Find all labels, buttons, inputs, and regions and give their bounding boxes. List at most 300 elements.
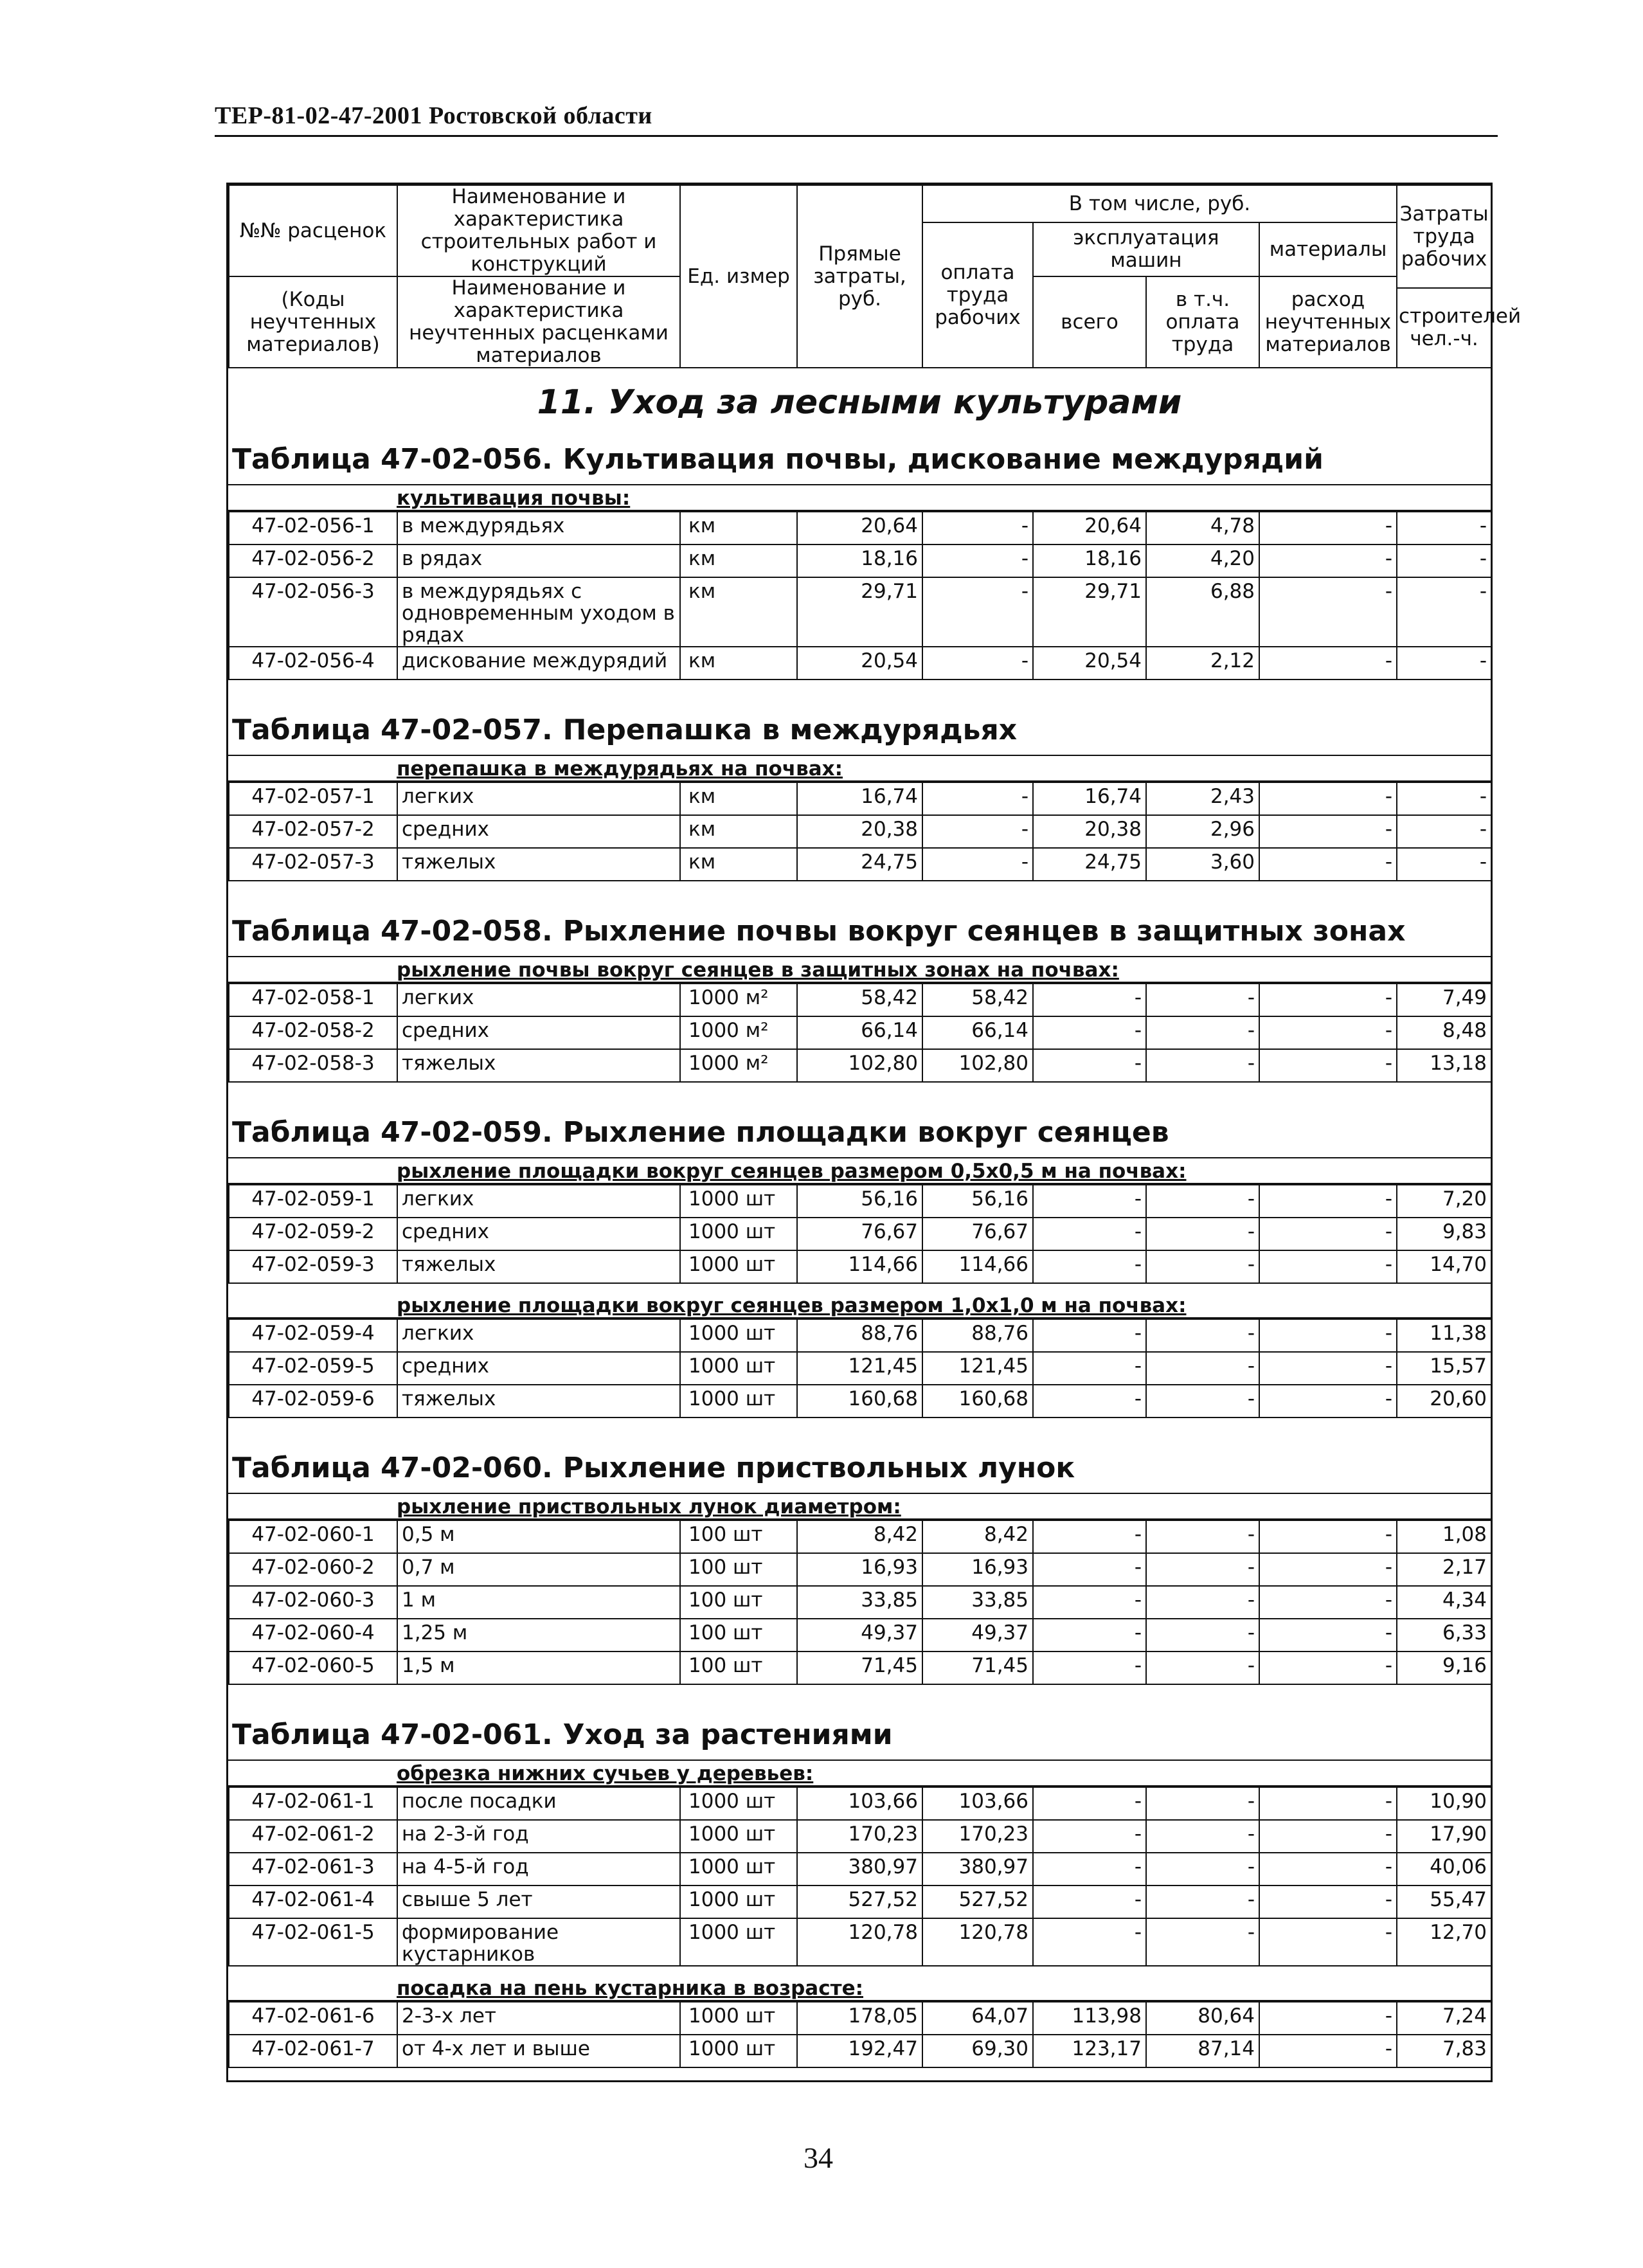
cell-code: 47-02-060-1 — [229, 1520, 397, 1553]
cell-code: 47-02-056-2 — [229, 544, 397, 577]
table-title — [228, 1108, 1491, 1158]
cell-mach: - — [1033, 1319, 1146, 1352]
cell-mach-wages: - — [1146, 1886, 1259, 1918]
cell-wages: 120,78 — [922, 1918, 1033, 1966]
cell-materials: - — [1259, 544, 1397, 577]
cell-mach-wages: 2,43 — [1146, 782, 1259, 815]
col-code-bottom: (Коды неучтенных материалов) — [229, 276, 397, 368]
cell-labor: 12,70 — [1397, 1918, 1491, 1966]
cell-materials: - — [1259, 1586, 1397, 1619]
cell-materials: - — [1259, 2035, 1397, 2067]
cell-materials: - — [1259, 1918, 1397, 1966]
cell-name: легких — [397, 1185, 680, 1218]
cell-direct: 20,64 — [797, 512, 922, 544]
cell-unit: 1000 шт — [680, 2002, 797, 2035]
cell-direct: 16,93 — [797, 1553, 922, 1586]
cell-wages: 56,16 — [922, 1185, 1033, 1218]
running-title: ТЕР-81-02-47-2001 Ростовской области — [215, 102, 652, 129]
cell-mach: - — [1033, 1918, 1146, 1966]
cell-materials: - — [1259, 1619, 1397, 1652]
col-name-top: Наименование и характеристика строительных работ и конструкций — [397, 185, 680, 276]
cell-unit: км — [680, 512, 797, 544]
cell-direct: 29,71 — [797, 577, 922, 647]
cell-wages: - — [922, 782, 1033, 815]
table-row — [229, 647, 1491, 680]
cell-name: 0,5 м — [397, 1520, 680, 1553]
cell-direct: 103,66 — [797, 1787, 922, 1820]
cell-wages: 49,37 — [922, 1619, 1033, 1652]
table-row — [229, 1218, 1491, 1250]
table-row — [229, 1918, 1491, 1966]
cell-mach: - — [1033, 1586, 1146, 1619]
cell-name: в рядах — [397, 544, 680, 577]
col-machines-wages: в т.ч. оплата труда — [1146, 276, 1259, 368]
cell-wages: 33,85 — [922, 1586, 1033, 1619]
table-row — [229, 1553, 1491, 1586]
cell-name: 1 м — [397, 1586, 680, 1619]
cell-wages: - — [922, 848, 1033, 881]
table-number: 47-02-060. — [381, 1452, 553, 1484]
rates-table — [228, 1184, 1492, 1284]
cell-unit: 1000 м² — [680, 1016, 797, 1049]
cell-materials: - — [1259, 1385, 1397, 1418]
cell-labor: 2,17 — [1397, 1553, 1491, 1586]
table-row — [229, 2035, 1491, 2067]
cell-direct: 527,52 — [797, 1886, 922, 1918]
table-row — [229, 512, 1491, 544]
cell-unit: 1000 шт — [680, 1820, 797, 1853]
cell-name: легких — [397, 782, 680, 815]
cell-materials: - — [1259, 984, 1397, 1016]
cell-mach: - — [1033, 1553, 1146, 1586]
column-header — [228, 184, 1522, 368]
cell-direct: 24,75 — [797, 848, 922, 881]
cell-materials: - — [1259, 2002, 1397, 2035]
cell-direct: 120,78 — [797, 1918, 922, 1966]
cell-direct: 58,42 — [797, 984, 922, 1016]
cell-name: средних — [397, 815, 680, 848]
table-row — [229, 544, 1491, 577]
cell-mach: - — [1033, 1185, 1146, 1218]
col-wages: оплата труда рабочих — [922, 222, 1033, 368]
cell-name: 1,25 м — [397, 1619, 680, 1652]
cell-labor: - — [1397, 647, 1491, 680]
cell-materials: - — [1259, 1886, 1397, 1918]
table-spacer — [228, 1418, 1491, 1444]
cell-mach-wages: - — [1146, 1250, 1259, 1283]
cell-mach: 20,38 — [1033, 815, 1146, 848]
page-number: 34 — [804, 2141, 833, 2174]
cell-mach: 123,17 — [1033, 2035, 1146, 2067]
table-block — [228, 907, 1491, 1083]
cell-mach: 24,75 — [1033, 848, 1146, 881]
cell-code: 47-02-059-1 — [229, 1185, 397, 1218]
cell-name: 1,5 м — [397, 1652, 680, 1684]
cell-mach: 113,98 — [1033, 2002, 1146, 2035]
cell-mach: - — [1033, 1886, 1146, 1918]
cell-mach-wages: 3,60 — [1146, 848, 1259, 881]
cell-materials: - — [1259, 647, 1397, 680]
table-label: Таблица — [232, 1116, 371, 1149]
cell-wages: - — [922, 647, 1033, 680]
cell-unit: 100 шт — [680, 1586, 797, 1619]
table-number: 47-02-059. — [381, 1116, 553, 1149]
table-row — [229, 848, 1491, 881]
cell-labor: 40,06 — [1397, 1853, 1491, 1886]
cell-unit: 100 шт — [680, 1553, 797, 1586]
cell-direct: 170,23 — [797, 1820, 922, 1853]
table-caption: Уход за растениями — [562, 1718, 893, 1751]
cell-unit: 100 шт — [680, 1619, 797, 1652]
cell-direct: 114,66 — [797, 1250, 922, 1283]
table-number: 47-02-056. — [381, 443, 553, 476]
cell-code: 47-02-058-2 — [229, 1016, 397, 1049]
cell-labor: 1,08 — [1397, 1520, 1491, 1553]
cell-direct: 160,68 — [797, 1385, 922, 1418]
cell-direct: 20,38 — [797, 815, 922, 848]
cell-mach-wages: 6,88 — [1146, 577, 1259, 647]
cell-labor: 17,90 — [1397, 1820, 1491, 1853]
cell-wages: 58,42 — [922, 984, 1033, 1016]
cell-materials: - — [1259, 1049, 1397, 1082]
cell-materials: - — [1259, 1319, 1397, 1352]
cell-wages: 16,93 — [922, 1553, 1033, 1586]
table-title — [228, 706, 1491, 756]
table-spacer — [228, 881, 1491, 907]
cell-unit: 1000 шт — [680, 2035, 797, 2067]
table-caption: Рыхление приствольных лунок — [562, 1452, 1075, 1484]
cell-wages: 102,80 — [922, 1049, 1033, 1082]
cell-mach-wages: 80,64 — [1146, 2002, 1259, 2035]
cell-name: на 2-3-й год — [397, 1820, 680, 1853]
cell-wages: 76,67 — [922, 1218, 1033, 1250]
group-heading: посадка на пень кустарника в возрасте: — [228, 1976, 1491, 2001]
cell-mach-wages: - — [1146, 1553, 1259, 1586]
table-row — [229, 1319, 1491, 1352]
cell-mach: - — [1033, 1820, 1146, 1853]
cell-mach: - — [1033, 1250, 1146, 1283]
table-row — [229, 1619, 1491, 1652]
table-row — [229, 2002, 1491, 2035]
cell-mach: - — [1033, 1049, 1146, 1082]
cell-unit: 1000 шт — [680, 1886, 797, 1918]
cell-code: 47-02-056-1 — [229, 512, 397, 544]
cell-unit: 1000 шт — [680, 1250, 797, 1283]
cell-direct: 102,80 — [797, 1049, 922, 1082]
col-materials-unaccounted: расход неучтенных материалов — [1259, 276, 1397, 368]
cell-wages: 64,07 — [922, 2002, 1033, 2035]
rates-table — [228, 983, 1492, 1083]
cell-wages: 71,45 — [922, 1652, 1033, 1684]
cell-unit: 1000 м² — [680, 1049, 797, 1082]
rates-table — [228, 511, 1492, 680]
cell-code: 47-02-059-4 — [229, 1319, 397, 1352]
rates-table — [228, 1787, 1492, 1967]
cell-code: 47-02-056-3 — [229, 577, 397, 647]
cell-wages: 88,76 — [922, 1319, 1033, 1352]
cell-mach: 16,74 — [1033, 782, 1146, 815]
cell-labor: 14,70 — [1397, 1250, 1491, 1283]
cell-materials: - — [1259, 815, 1397, 848]
cell-wages: - — [922, 544, 1033, 577]
cell-direct: 380,97 — [797, 1853, 922, 1886]
cell-mach-wages: 4,78 — [1146, 512, 1259, 544]
price-table-sheet — [226, 183, 1522, 2082]
cell-materials: - — [1259, 1820, 1397, 1853]
cell-mach-wages: - — [1146, 1652, 1259, 1684]
cell-code: 47-02-057-3 — [229, 848, 397, 881]
cell-unit: км — [680, 848, 797, 881]
cell-wages: 103,66 — [922, 1787, 1033, 1820]
col-labor-bottom: строителей чел.-ч. — [1397, 288, 1491, 368]
table-row — [229, 1185, 1491, 1218]
cell-materials: - — [1259, 1652, 1397, 1684]
cell-mach-wages: 2,96 — [1146, 815, 1259, 848]
table-row — [229, 782, 1491, 815]
cell-unit: 1000 м² — [680, 984, 797, 1016]
table-row — [229, 1049, 1491, 1082]
col-machines: эксплуатация машин — [1033, 222, 1259, 276]
cell-materials: - — [1259, 1553, 1397, 1586]
cell-direct: 16,74 — [797, 782, 922, 815]
cell-code: 47-02-060-4 — [229, 1619, 397, 1652]
cell-labor: - — [1397, 512, 1491, 544]
cell-unit: км — [680, 647, 797, 680]
tables-container — [228, 435, 1491, 2068]
cell-mach-wages: - — [1146, 1787, 1259, 1820]
cell-labor: 20,60 — [1397, 1385, 1491, 1418]
cell-unit: 1000 шт — [680, 1787, 797, 1820]
cell-wages: 69,30 — [922, 2035, 1033, 2067]
cell-mach-wages: - — [1146, 1853, 1259, 1886]
cell-materials: - — [1259, 1185, 1397, 1218]
cell-mach-wages: - — [1146, 1520, 1259, 1553]
table-row — [229, 1352, 1491, 1385]
cell-name: средних — [397, 1218, 680, 1250]
table-number: 47-02-057. — [381, 714, 553, 746]
cell-direct: 18,16 — [797, 544, 922, 577]
cell-labor: 7,20 — [1397, 1185, 1491, 1218]
cell-labor: 4,34 — [1397, 1586, 1491, 1619]
cell-wages: 8,42 — [922, 1520, 1033, 1553]
table-block — [228, 1444, 1491, 1685]
cell-name: в междурядьях — [397, 512, 680, 544]
cell-code: 47-02-057-2 — [229, 815, 397, 848]
cell-mach-wages: - — [1146, 1918, 1259, 1966]
table-number: 47-02-061. — [381, 1718, 553, 1751]
cell-name: формирование кустарников — [397, 1918, 680, 1966]
cell-labor: - — [1397, 782, 1491, 815]
cell-materials: - — [1259, 1218, 1397, 1250]
cell-name: 0,7 м — [397, 1553, 680, 1586]
cell-name: после посадки — [397, 1787, 680, 1820]
cell-name: от 4-х лет и выше — [397, 2035, 680, 2067]
cell-mach-wages: - — [1146, 1385, 1259, 1418]
table-row — [229, 1820, 1491, 1853]
cell-mach: - — [1033, 1853, 1146, 1886]
cell-mach-wages: - — [1146, 1185, 1259, 1218]
table-number: 47-02-058. — [381, 915, 553, 948]
cell-labor: 7,49 — [1397, 984, 1491, 1016]
cell-code: 47-02-061-2 — [229, 1820, 397, 1853]
table-spacer — [228, 680, 1491, 706]
table-caption: Рыхление почвы вокруг сеянцев в защитных зонах — [562, 915, 1406, 948]
group-heading: перепашка в междурядьях на почвах: — [228, 756, 1491, 782]
cell-materials: - — [1259, 512, 1397, 544]
cell-labor: - — [1397, 848, 1491, 881]
table-row — [229, 1853, 1491, 1886]
cell-unit: 1000 шт — [680, 1352, 797, 1385]
cell-direct: 71,45 — [797, 1652, 922, 1684]
cell-name: средних — [397, 1352, 680, 1385]
cell-mach: - — [1033, 1352, 1146, 1385]
cell-materials: - — [1259, 1520, 1397, 1553]
cell-wages: 170,23 — [922, 1820, 1033, 1853]
cell-mach-wages: - — [1146, 1352, 1259, 1385]
table-row — [229, 1652, 1491, 1684]
table-block — [228, 1711, 1491, 2068]
cell-mach-wages: - — [1146, 1319, 1259, 1352]
cell-name: тяжелых — [397, 1385, 680, 1418]
table-spacer — [228, 1685, 1491, 1711]
col-name-bottom: Наименование и характеристика неучтенных расценками материалов — [397, 276, 680, 368]
cell-code: 47-02-061-3 — [229, 1853, 397, 1886]
cell-labor: 9,83 — [1397, 1218, 1491, 1250]
cell-materials: - — [1259, 782, 1397, 815]
cell-name: тяжелых — [397, 1049, 680, 1082]
cell-labor: - — [1397, 544, 1491, 577]
group-heading: рыхление почвы вокруг сеянцев в защитных зонах на почвах: — [228, 957, 1491, 983]
cell-wages: 160,68 — [922, 1385, 1033, 1418]
cell-mach: - — [1033, 1787, 1146, 1820]
cell-materials: - — [1259, 1250, 1397, 1283]
table-label: Таблица — [232, 714, 371, 746]
cell-labor: 10,90 — [1397, 1787, 1491, 1820]
table-row — [229, 1520, 1491, 1553]
cell-name: 2-3-х лет — [397, 2002, 680, 2035]
group-heading: рыхление площадки вокруг сеянцев размером 0,5х0,5 м на почвах: — [228, 1158, 1491, 1184]
cell-labor: 6,33 — [1397, 1619, 1491, 1652]
cell-mach-wages: 87,14 — [1146, 2035, 1259, 2067]
cell-wages: 114,66 — [922, 1250, 1033, 1283]
cell-code: 47-02-059-2 — [229, 1218, 397, 1250]
rates-table — [228, 2001, 1492, 2068]
cell-labor: - — [1397, 577, 1491, 647]
cell-code: 47-02-058-3 — [229, 1049, 397, 1082]
cell-mach: - — [1033, 1652, 1146, 1684]
col-code-top: №№ расценок — [229, 185, 397, 276]
cell-name: тяжелых — [397, 1250, 680, 1283]
table-row — [229, 1016, 1491, 1049]
cell-direct: 76,67 — [797, 1218, 922, 1250]
cell-name: тяжелых — [397, 848, 680, 881]
cell-name: средних — [397, 1016, 680, 1049]
col-unit: Ед. измер — [680, 185, 797, 368]
cell-mach-wages: - — [1146, 1218, 1259, 1250]
cell-code: 47-02-061-7 — [229, 2035, 397, 2067]
group-spacer — [228, 1967, 1491, 1976]
cell-code: 47-02-056-4 — [229, 647, 397, 680]
table-label: Таблица — [232, 915, 371, 948]
cell-unit: 1000 шт — [680, 1218, 797, 1250]
rates-table — [228, 1520, 1492, 1685]
cell-labor: 13,18 — [1397, 1049, 1491, 1082]
header-rule — [215, 135, 1498, 137]
table-caption: Перепашка в междурядьях — [562, 714, 1018, 746]
cell-direct: 56,16 — [797, 1185, 922, 1218]
cell-direct: 66,14 — [797, 1016, 922, 1049]
cell-code: 47-02-059-6 — [229, 1385, 397, 1418]
cell-direct: 8,42 — [797, 1520, 922, 1553]
table-row — [229, 1787, 1491, 1820]
cell-mach-wages: 4,20 — [1146, 544, 1259, 577]
cell-materials: - — [1259, 1853, 1397, 1886]
cell-wages: 527,52 — [922, 1886, 1033, 1918]
cell-wages: 121,45 — [922, 1352, 1033, 1385]
cell-labor: 8,48 — [1397, 1016, 1491, 1049]
cell-wages: - — [922, 577, 1033, 647]
table-label: Таблица — [232, 1718, 371, 1751]
col-labor-top: Затраты труда рабочих — [1397, 185, 1491, 288]
table-title — [228, 1711, 1491, 1761]
cell-wages: 66,14 — [922, 1016, 1033, 1049]
cell-unit: 1000 шт — [680, 1185, 797, 1218]
table-row — [229, 984, 1491, 1016]
rates-table — [228, 782, 1492, 881]
col-including: В том числе, руб. — [922, 185, 1397, 222]
cell-mach: - — [1033, 1520, 1146, 1553]
cell-unit: 100 шт — [680, 1652, 797, 1684]
cell-code: 47-02-058-1 — [229, 984, 397, 1016]
cell-direct: 178,05 — [797, 2002, 922, 2035]
col-machines-total: всего — [1033, 276, 1146, 368]
table-title — [228, 435, 1491, 485]
cell-direct: 20,54 — [797, 647, 922, 680]
table-spacer — [228, 1083, 1491, 1108]
cell-direct: 49,37 — [797, 1619, 922, 1652]
cell-labor: 7,24 — [1397, 2002, 1491, 2035]
table-label: Таблица — [232, 443, 371, 476]
cell-mach: - — [1033, 1218, 1146, 1250]
cell-unit: 1000 шт — [680, 1853, 797, 1886]
cell-unit: км — [680, 782, 797, 815]
cell-code: 47-02-057-1 — [229, 782, 397, 815]
cell-name: легких — [397, 1319, 680, 1352]
cell-labor: - — [1397, 815, 1491, 848]
cell-labor: 7,83 — [1397, 2035, 1491, 2067]
cell-materials: - — [1259, 1352, 1397, 1385]
cell-labor: 55,47 — [1397, 1886, 1491, 1918]
cell-mach-wages: 2,12 — [1146, 647, 1259, 680]
cell-wages: - — [922, 815, 1033, 848]
cell-code: 47-02-060-2 — [229, 1553, 397, 1586]
table-caption: Культивация почвы, дискование междурядий — [562, 443, 1324, 476]
cell-name: в междурядьях с одновременным уходом в рядах — [397, 577, 680, 647]
cell-unit: 100 шт — [680, 1520, 797, 1553]
cell-code: 47-02-060-3 — [229, 1586, 397, 1619]
cell-labor: 9,16 — [1397, 1652, 1491, 1684]
cell-code: 47-02-060-5 — [229, 1652, 397, 1684]
rates-table — [228, 1318, 1492, 1418]
group-heading: обрезка нижних сучьев у деревьев: — [228, 1761, 1491, 1787]
cell-mach-wages: - — [1146, 1016, 1259, 1049]
cell-mach: 20,64 — [1033, 512, 1146, 544]
group-spacer — [228, 1284, 1491, 1293]
cell-materials: - — [1259, 848, 1397, 881]
cell-code: 47-02-061-5 — [229, 1918, 397, 1966]
table-block — [228, 1108, 1491, 1418]
table-row — [229, 815, 1491, 848]
